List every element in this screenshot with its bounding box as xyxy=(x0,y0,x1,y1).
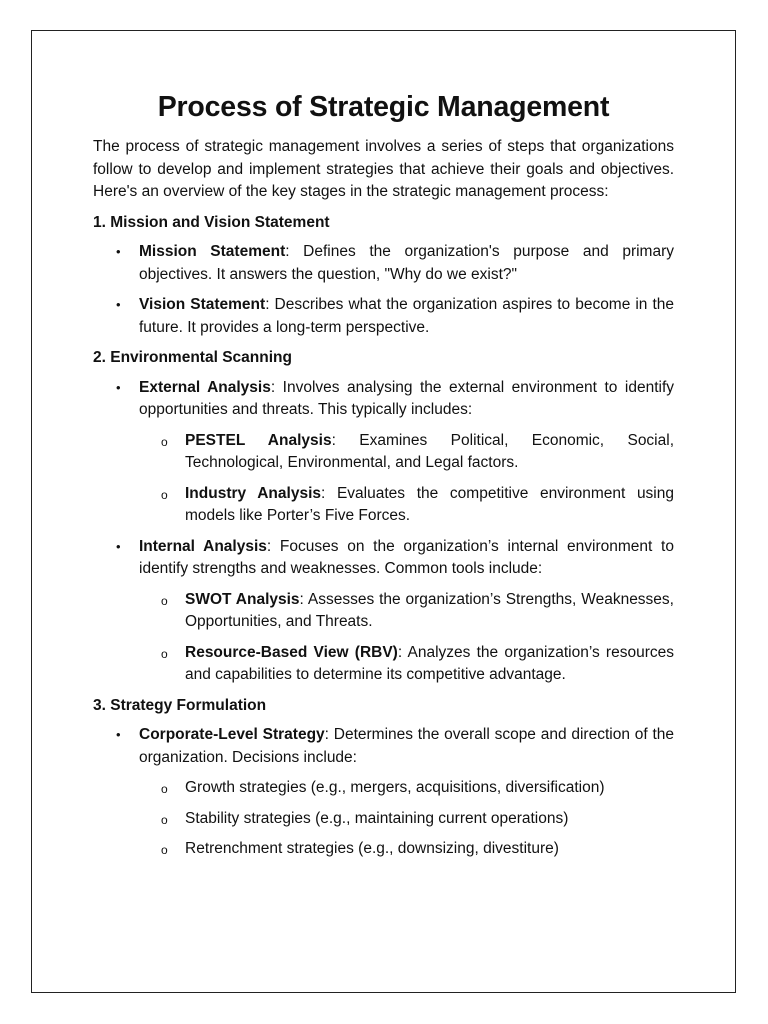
circle-bullet-icon: o xyxy=(161,487,168,502)
item-term: Mission Statement xyxy=(139,243,286,260)
list-item xyxy=(93,377,674,528)
list-item xyxy=(93,536,674,687)
sub-list-item xyxy=(139,642,674,687)
circle-bullet-icon: o xyxy=(161,646,168,661)
circle-bullet-icon: o xyxy=(161,593,168,608)
list-item xyxy=(93,724,674,861)
bullet-icon: • xyxy=(116,538,121,554)
sub-list xyxy=(139,589,674,687)
sub-list-item xyxy=(139,777,674,800)
section-list-strategy-formulation xyxy=(93,724,674,861)
bullet-icon: • xyxy=(116,244,121,259)
sub-item-text: : Analyzes the organization’s resources and capabilities to determine its competitive advantage. xyxy=(185,643,674,683)
item-text: : Involves analysing the external environment to identify opportunities and threats. This typically includes: xyxy=(139,378,675,418)
bullet-icon: • xyxy=(116,379,121,395)
bullet-icon: • xyxy=(116,727,121,742)
sub-list-item xyxy=(139,430,674,475)
item-term: Vision Statement xyxy=(139,296,266,313)
sub-list-item xyxy=(139,838,674,861)
sub-list xyxy=(139,430,674,528)
circle-bullet-icon: o xyxy=(161,812,168,827)
item-text: : Determines the overall scope and direction of the organization. Decisions include: xyxy=(139,726,674,766)
circle-bullet-icon: o xyxy=(161,434,168,449)
sub-list xyxy=(139,777,674,861)
bullet-icon: • xyxy=(116,297,121,312)
sub-list-item xyxy=(139,808,674,831)
section-heading-environmental-scanning: 2. Environmental Scanning xyxy=(93,349,292,366)
sub-item-text: Growth strategies (e.g., mergers, acquisitions, diversification) xyxy=(185,779,605,796)
section-heading-mission-vision: 1. Mission and Vision Statement xyxy=(93,213,330,231)
sub-item-text: : Evaluates the competitive environment using models like Porter’s Five Forces. xyxy=(185,484,674,524)
intro-paragraph: The process of strategic management involves a series of steps that organizations follow to develop and implement strategies that achieve their goals and objectives. Here's an overview of the key stages in the strategic management process: xyxy=(93,138,674,200)
section-heading-strategy-formulation: 3. Strategy Formulation xyxy=(93,696,267,714)
sub-item-text: Retrenchment strategies (e.g., downsizing, divestiture) xyxy=(185,840,559,857)
sub-item-term: PESTEL Analysis xyxy=(185,431,332,449)
sub-item-term: Resource-Based View (RBV) xyxy=(185,643,398,661)
item-text: : Describes what the organization aspires to become in the future. It provides a long-term perspective. xyxy=(139,296,674,336)
section-list-environmental-scanning xyxy=(93,377,674,687)
sub-list-item xyxy=(139,483,674,528)
item-text: : Defines the organization's purpose and primary objectives. It answers the question, "Why do we exist?" xyxy=(139,243,674,283)
sub-item-term: Industry Analysis xyxy=(185,484,321,502)
list-item xyxy=(93,294,674,339)
item-term: Internal Analysis xyxy=(139,537,267,555)
circle-bullet-icon: o xyxy=(161,782,168,796)
page-title: Process of Strategic Management xyxy=(157,91,610,123)
sub-item-term: SWOT Analysis xyxy=(185,590,300,608)
sub-item-text: : Assesses the organization’s Strengths, Weaknesses, Opportunities, and Threats. xyxy=(185,590,674,630)
document-content xyxy=(93,88,674,869)
sub-item-text: Stability strategies (e.g., maintaining current operations) xyxy=(185,809,569,827)
sub-list-item xyxy=(139,589,674,634)
item-term: Corporate-Level Strategy xyxy=(139,726,325,743)
circle-bullet-icon: o xyxy=(161,843,168,857)
sub-item-text: : Examines Political, Economic, Social, Technological, Environmental, and Legal factors. xyxy=(185,431,674,471)
list-item xyxy=(93,241,674,286)
section-list-mission-vision xyxy=(93,241,674,339)
item-text: : Focuses on the organization’s internal environment to identify strengths and weaknesses. Common tools include: xyxy=(139,537,674,577)
item-term: External Analysis xyxy=(139,378,271,396)
